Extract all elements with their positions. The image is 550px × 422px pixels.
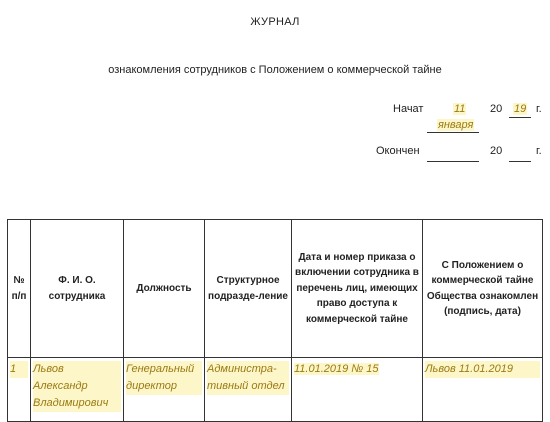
cell-order	[292, 358, 423, 422]
ended-unit: г.	[536, 145, 542, 157]
cell-number	[8, 358, 31, 422]
journal-subtitle: ознакомления сотрудников с Положением о коммерческой тайне	[108, 64, 442, 76]
header-signature: С Положением о коммерческой тайне Общества ознакомлен (подпись, дата)	[423, 220, 543, 358]
ended-date-underline	[427, 161, 479, 162]
cell-name-value: Львов Александр Владимирович	[33, 361, 121, 412]
ended-year-underline	[509, 161, 531, 162]
header-department: Структурное подразде-ление	[205, 220, 292, 358]
table-header-row	[8, 220, 543, 358]
table-row	[8, 358, 543, 422]
cell-position	[124, 358, 205, 422]
started-day: 11	[454, 103, 466, 115]
started-year-underline	[509, 117, 531, 118]
started-label: Начат	[393, 103, 424, 115]
header-position: Должность	[124, 220, 205, 358]
cell-department-value: Администра-тивный отдел	[207, 361, 289, 395]
cell-position-value: Генеральный директор	[126, 361, 202, 395]
header-order: Дата и номер приказа о включении сотрудника в перечень лиц, имеющих право доступа к коммерческой тайне	[292, 220, 423, 358]
cell-signature-value: Львов 11.01.2019	[425, 361, 540, 378]
header-name: Ф. И. О. сотрудника	[31, 220, 124, 358]
ended-year-prefix: 20	[490, 145, 503, 157]
cell-order-value: 11.01.2019 № 15	[294, 363, 379, 375]
cell-name	[31, 358, 124, 422]
cell-signature	[423, 358, 543, 422]
cell-department	[205, 358, 292, 422]
journal-table	[7, 219, 543, 422]
ended-label: Окончен	[376, 145, 420, 157]
started-unit: г.	[536, 103, 542, 115]
cell-number-value: 1	[10, 361, 28, 378]
started-year-suffix: 19	[514, 103, 527, 115]
header-number: № п/п	[8, 220, 31, 358]
started-day-underline	[427, 132, 479, 133]
journal-title: ЖУРНАЛ	[250, 16, 300, 28]
started-year-prefix: 20	[490, 103, 503, 115]
started-month: января	[438, 119, 474, 131]
